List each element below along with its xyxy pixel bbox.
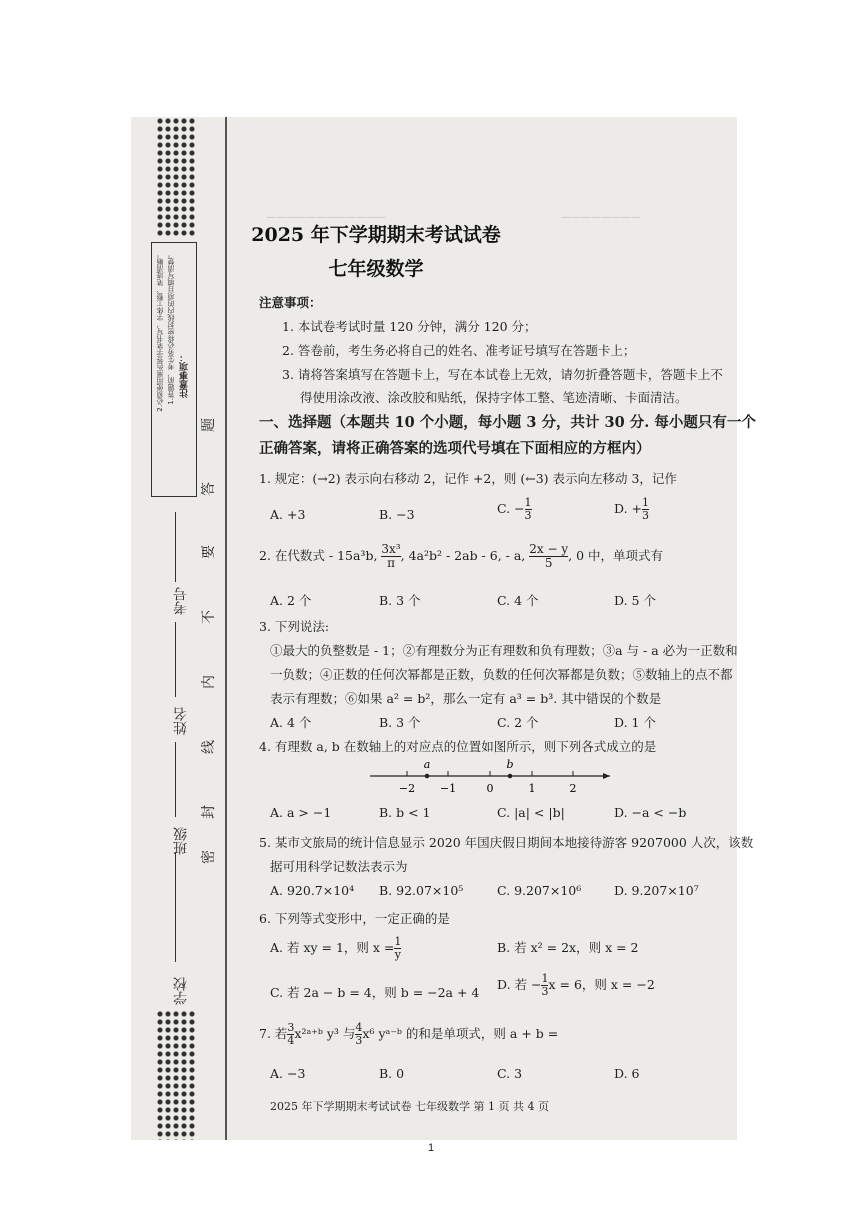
name-field[interactable] — [175, 622, 176, 697]
seal-char: 线 — [201, 740, 217, 754]
question-stem: 6. 下列等式变形中，一定正确的是 — [259, 911, 450, 926]
label-school: 学校 — [173, 977, 189, 1005]
question-stem: 2. 在代数式 - 15a³b, $\frac{\text{3x³}}{\pi}$ , 4a²b² - 2ab - 6, - a, $\frac{2x - y}{5}$ , 0 中，单项式有 — [259, 542, 664, 571]
binding-notice-line2: 2.必须使用黑色签字笔书写，字体工整、笔迹清晰。 — [156, 251, 164, 412]
label-class: 班级 — [173, 827, 189, 855]
seal-char: 密 — [201, 850, 217, 864]
option-b[interactable]: B. b < 1 — [379, 805, 431, 820]
exam-subtitle: 七年级数学 — [328, 258, 424, 280]
binding-strip — [131, 117, 227, 1140]
bleed-through-text: ———————— — [561, 212, 641, 223]
option-c[interactable]: C. 若 2a − b = 4，则 b = −2a + 4 — [270, 985, 480, 1000]
question-text: 据可用科学记数法表示为 — [270, 859, 408, 874]
point-a — [425, 774, 430, 779]
notice-item: 3. 请将答案填写在答题卡上，写在本试卷上无效，请勿折叠答题卡，答题卡上不 — [282, 367, 723, 382]
option-c[interactable]: C. 3 — [497, 1066, 523, 1081]
question-stem: 1. 规定：(→2) 表示向右移动 2，记作 +2，则 (←3) 表示向左移动 3，记作 — [259, 471, 677, 486]
option-c[interactable]: C. 4 个 — [497, 593, 539, 608]
option-d[interactable]: D. 若 − $\frac{1}{3}$ x = 6，则 x = −2 — [497, 972, 655, 999]
seal-char: 内 — [201, 675, 217, 689]
option-b[interactable]: B. 0 — [379, 1066, 405, 1081]
page-footer: 2025 年下学期期末考试试卷 七年级数学 第 1 页 共 4 页 — [270, 1100, 549, 1113]
notice-item: 2. 答卷前，考生务必将自己的姓名、准考证号填写在答题卡上； — [282, 343, 636, 358]
binding-notice-line1: 1.答题前，考生务必将密封线内的项目填写清楚。 — [167, 251, 175, 405]
question-text: ①最大的负整数是 - 1；②有理数分为正有理数和负有理数；③a 与 - a 必为一正数和 — [270, 643, 738, 658]
option-c[interactable]: C. 2 个 — [497, 715, 539, 730]
binding-holes-bottom — [156, 1010, 196, 1140]
tick-label: 0 — [486, 782, 494, 795]
question-text: 表示有理数；⑥如果 a² = b²，那么一定有 a³ = b³. 其中错误的个数是 — [270, 691, 662, 706]
point-b — [508, 774, 513, 779]
option-b[interactable]: B. 3 个 — [379, 715, 421, 730]
option-a[interactable]: A. 若 xy = 1，则 x = $\frac{1}{y}$ — [270, 935, 402, 962]
option-c[interactable]: C. 9.207×10⁶ — [497, 883, 582, 898]
binding-holes-top — [156, 117, 196, 237]
option-c[interactable]: C. |a| < |b| — [497, 805, 565, 820]
seal-char: 题 — [201, 418, 217, 432]
label-exam-id: 考号 — [173, 587, 189, 615]
notice-item: 得使用涂改液、涂改胶和贴纸，保持字体工整、笔迹清晰、卡面清洁。 — [300, 390, 688, 405]
option-d[interactable]: D. 5 个 — [614, 593, 656, 608]
section-heading: 正确答案，请将正确答案的选项代号填在下面相应的方框内） — [259, 440, 651, 457]
tick-label: −2 — [398, 782, 416, 795]
question-stem: 7. 若 $\frac{3}{4}$ x²ᵃ⁺ᵇ y³ 与 $\frac{4}{3}$ x⁶ yᵃ⁻ᵇ 的和是单项式，则 a + b = — [259, 1021, 559, 1048]
option-b[interactable]: B. 若 x² = 2x，则 x = 2 — [497, 940, 639, 955]
bleed-through-text: ———————————— — [266, 212, 386, 223]
option-d[interactable]: D. −a < −b — [614, 805, 687, 820]
option-b[interactable]: B. 92.07×10⁵ — [379, 883, 464, 898]
option-a[interactable]: A. +3 — [270, 507, 306, 522]
page-number: 1 — [428, 1142, 435, 1154]
school-field[interactable] — [175, 852, 176, 962]
seal-char: 要 — [201, 545, 217, 559]
option-a[interactable]: A. 4 个 — [270, 715, 312, 730]
option-b[interactable]: B. −3 — [379, 507, 415, 522]
notice-heading: 注意事项： — [259, 295, 322, 310]
option-a[interactable]: A. 2 个 — [270, 593, 312, 608]
option-d[interactable]: D. + $\frac{1}{3}$ — [614, 496, 649, 523]
option-d[interactable]: D. 1 个 — [614, 715, 656, 730]
option-c[interactable]: C. − $\frac{1}{3}$ — [497, 496, 532, 523]
question-text: 一负数；④正数的任何次幂都是正数，负数的任何次幂都是负数；⑤数轴上的点不都 — [270, 667, 733, 682]
seal-char: 答 — [201, 482, 217, 496]
binding-notice-box — [151, 242, 197, 497]
binding-notice-title: 注意事项： — [180, 353, 190, 398]
number-line-figure — [365, 755, 615, 797]
question-stem: 5. 某市文旅局的统计信息显示 2020 年国庆假日期间本地接待游客 9207000 人次，该数 — [259, 835, 754, 850]
option-b[interactable]: B. 3 个 — [379, 593, 421, 608]
seal-char: 不 — [201, 610, 217, 624]
tick-label: −1 — [439, 782, 457, 795]
option-a[interactable]: A. 920.7×10⁴ — [270, 883, 355, 898]
notice-item: 1. 本试卷考试时量 120 分钟，满分 120 分； — [282, 319, 537, 334]
exam-id-field[interactable] — [175, 512, 176, 582]
class-field[interactable] — [175, 742, 176, 817]
question-stem: 3. 下列说法: — [259, 619, 330, 634]
point-a-label: a — [423, 758, 431, 771]
option-d[interactable]: D. 6 — [614, 1066, 640, 1081]
label-name: 姓名 — [173, 707, 189, 735]
question-stem: 4. 有理数 a, b 在数轴上的对应点的位置如图所示，则下列各式成立的是 — [259, 739, 657, 754]
tick-label: 2 — [569, 782, 577, 795]
seal-char: 封 — [201, 805, 217, 819]
option-a[interactable]: A. −3 — [270, 1066, 306, 1081]
section-heading: 一、选择题（本题共 10 个小题，每小题 3 分，共计 30 分. 每小题只有一个 — [259, 414, 756, 431]
point-b-label: b — [506, 758, 514, 771]
number-line-arrow — [603, 773, 610, 779]
option-d[interactable]: D. 9.207×10⁷ — [614, 883, 699, 898]
exam-title: 2025 年下学期期末考试试卷 — [251, 224, 501, 246]
option-a[interactable]: A. a > −1 — [270, 805, 332, 820]
tick-label: 1 — [528, 782, 536, 795]
